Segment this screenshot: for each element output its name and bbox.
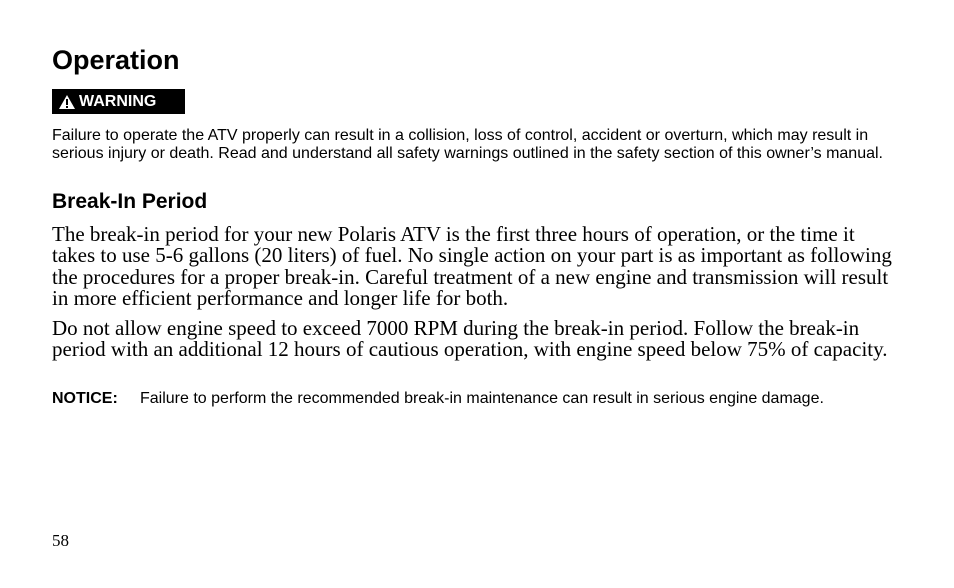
- notice-label: NOTICE:: [52, 390, 118, 407]
- subsection-title: Break-In Period: [52, 190, 208, 213]
- notice-text: Failure to perform the recommended break-in maintenance can result in serious engine damage.: [140, 390, 824, 407]
- break-in-paragraph: The break-in period for your new Polaris ATV is the first three hours of operation, or the time it takes to use 5-6 gallons (20 liters) of fuel. No single action on your part is as important as following the procedures for a proper break-in. Careful treatment of a new engine and transmission will result in more efficient performance and longer life for both.: [52, 222, 892, 310]
- warning-text: Failure to operate the ATV properly can result in a collision, loss of control, accident or overturn, which may result in serious injury or death. Read and understand all safety warnings outlined in the safety section of this owner’s manual.: [52, 127, 883, 162]
- page-number: 58: [52, 531, 69, 550]
- warning-badge: [52, 89, 185, 114]
- rpm-paragraph: Do not allow engine speed to exceed 7000 RPM during the break-in period. Follow the break-in period with an additional 12 hours of cautious operation, with engine speed below 75% of capacity.: [52, 316, 888, 362]
- warning-label: WARNING: [79, 92, 157, 110]
- section-title: Operation: [52, 45, 180, 75]
- warning-triangle-icon: [58, 94, 79, 110]
